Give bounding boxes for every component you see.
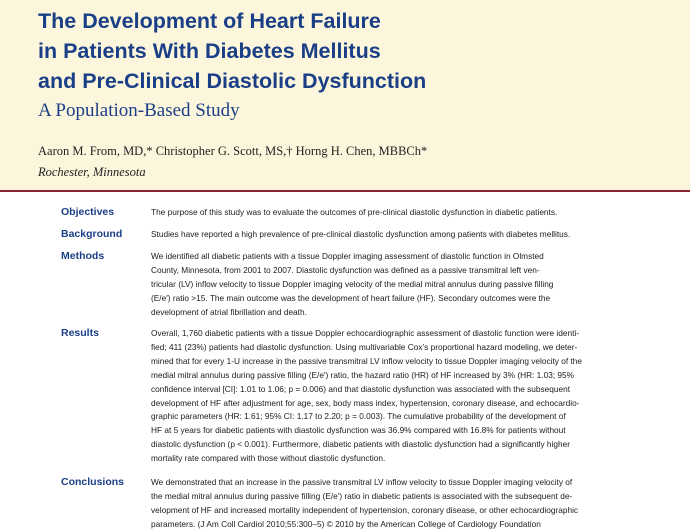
text-line: mined that for every 1-U increase in the passive transmitral LV inflow velocity to tissue Doppler imaging velocity of the <box>151 355 583 366</box>
text-line: Studies have reported a high prevalence of pre-clinical diastolic dysfunction among patients with diabetes mellitus. <box>151 229 571 239</box>
text-line: mortality rate compared with those without diastolic dysfunction. <box>151 453 386 464</box>
title-line: in Patients With Diabetes Mellitus <box>38 39 381 63</box>
text-line: Overall, 1,760 diabetic patients with a tissue Doppler echocardiographic assessment of diastolic function were identi- <box>151 328 579 338</box>
article-subtitle: A Population-Based Study <box>38 100 240 121</box>
background-text <box>151 228 653 242</box>
text-line: development of atrial fibrillation and death. <box>151 306 307 317</box>
conclusions-label: Conclusions <box>61 476 125 488</box>
header-divider <box>0 190 690 192</box>
objectives-text <box>151 206 653 220</box>
text-line: (E/e′) ratio >15. The main outcome was the development of heart failure (HF). Secondary outcomes were the <box>151 292 551 303</box>
results-label: Results <box>61 327 99 339</box>
methods-label: Methods <box>61 250 105 262</box>
text-line: the medial mitral annulus during passive filling (E/e′) ratio in diabetic patients is associated with the subsequent de- <box>151 490 573 501</box>
text-line: HF at 5 years for diabetic patients with diastolic dysfunction was 36.9% compared with 16.8% for patients without <box>151 425 566 436</box>
objectives-label: Objectives <box>61 206 115 218</box>
text-line: We identified all diabetic patients with a tissue Doppler imaging assessment of diastolic function in Olmsted <box>151 251 544 261</box>
article-header <box>0 0 690 190</box>
text-line: medial mitral annulus during passive filling (E/e′) ratio, the hazard ratio (HR) of HF increased by 3% (HR: 1.03; 95% <box>151 369 575 380</box>
title-line: and Pre-Clinical Diastolic Dysfunction <box>38 69 427 93</box>
text-line: tricular (LV) inflow velocity to tissue Doppler imaging velocity of the medial mitral annulus during passive filling <box>151 278 554 289</box>
title-line: The Development of Heart Failure <box>38 9 381 33</box>
conclusions-text <box>151 476 653 532</box>
background-label: Background <box>61 228 123 240</box>
text-line: We demonstrated that an increase in the passive transmitral LV inflow velocity to tissue Doppler imaging velocity of <box>151 477 573 487</box>
text-line: parameters. (J Am Coll Cardiol 2010;55:300–5) © 2010 by the American College of Cardiology Foundation <box>151 518 541 529</box>
text-line: development of HF after adjustment for age, sex, body mass index, hypertension, coronary disease, and echocardio- <box>151 397 580 408</box>
text-line: graphic parameters (HR: 1.61; 95% CI: 1.17 to 2.20; p = 0.003). The cumulative probability of the development of <box>151 411 566 422</box>
results-text <box>151 327 653 466</box>
article-title <box>38 6 658 96</box>
affiliation: Rochester, Minnesota <box>38 165 146 179</box>
methods-text <box>151 250 653 320</box>
text-line: confidence interval [CI]: 1.01 to 1.06; p = 0.006) and that diastolic dysfunction was associated with the subsequent <box>151 383 571 394</box>
text-line: The purpose of this study was to evaluate the outcomes of pre-clinical diastolic dysfunction in diabetic patients. <box>151 207 558 217</box>
text-line: fied; 411 (23%) patients had diastolic dysfunction. Using multivariable Cox’s proportional hazard modeling, we deter- <box>151 341 578 352</box>
text-line: velopment of HF and increased mortality independent of hypertension, coronary disease, or other echocardiographic <box>151 504 579 515</box>
text-line: County, Minnesota, from 2001 to 2007. Diastolic dysfunction was defined as a passive transmitral left ven- <box>151 264 540 275</box>
author-list: Aaron M. From, MD,* Christopher G. Scott, MS,† Horng H. Chen, MBBCh* <box>38 144 428 158</box>
text-line: diastolic dysfunction (p < 0.001). Furthermore, diabetic patients with diastolic dysfunction had a significantly higher <box>151 439 570 450</box>
